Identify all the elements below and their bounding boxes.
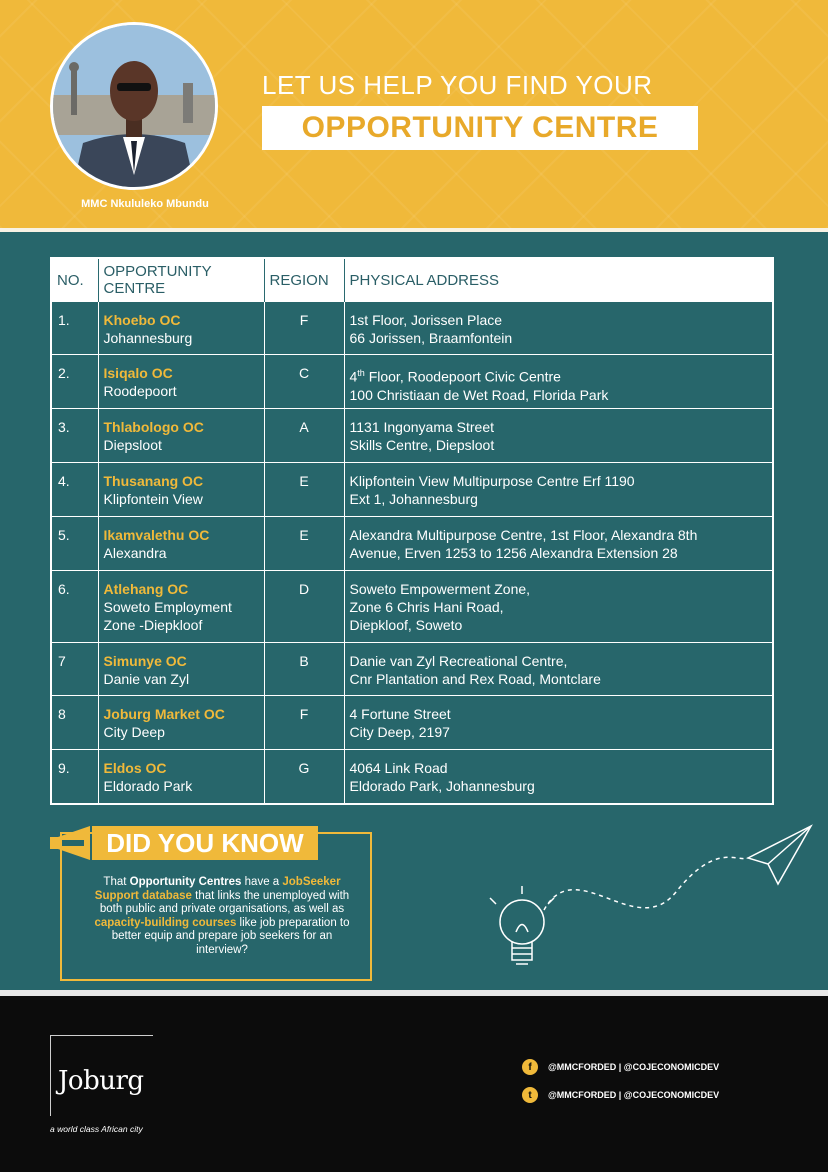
address-line: 1131 Ingonyama Street (349, 419, 495, 435)
facebook-icon: f (522, 1059, 538, 1075)
row-number: 3. (52, 409, 98, 463)
region-cell: E (264, 463, 344, 517)
region-cell: C (264, 355, 344, 409)
dyk-highlight-database: JobSeeker Support database (94, 876, 341, 902)
centre-location: Eldorado Park (103, 778, 193, 794)
dyk-bold-opportunity-centres: Opportunity Centres (129, 876, 242, 888)
centre-cell (98, 355, 264, 409)
address-line: Klipfontein View Multipurpose Centre Erf 1190 (349, 473, 635, 489)
region-cell: B (264, 643, 344, 696)
facebook-handle-row[interactable] (522, 1059, 719, 1075)
address-cell (344, 302, 772, 355)
lightbulb-paper-plane-icon (486, 822, 816, 982)
region-cell: G (264, 750, 344, 803)
address-line: Skills Centre, Diepsloot (349, 437, 495, 453)
mmc-name: MMC Nkululeko Mbundu (81, 198, 209, 210)
mmc-portrait (50, 22, 218, 190)
table-row (52, 463, 772, 517)
address-cell (344, 463, 772, 517)
centre-cell (98, 750, 264, 803)
facebook-handle: @MMCFORDED | @COJECONOMICDEV (548, 1062, 720, 1072)
row-number: 2. (52, 355, 98, 409)
row-number: 5. (52, 517, 98, 571)
address-cell (344, 355, 772, 409)
address-cell (344, 750, 772, 803)
table-body (52, 302, 772, 803)
region-cell: E (264, 517, 344, 571)
dyk-highlight-courses: capacity-building courses (94, 916, 237, 929)
address-line: 4th Floor, Roodepoort Civic Centre (349, 368, 561, 385)
joburg-logo: Joburg (58, 1066, 144, 1096)
row-number: 1. (52, 302, 98, 355)
address-line: City Deep, 2197 (349, 724, 450, 740)
address-line: Soweto Empowerment Zone, (349, 581, 531, 597)
did-you-know-text (90, 876, 354, 957)
centre-cell (98, 463, 264, 517)
region-cell: A (264, 409, 344, 463)
dyk-part2: have a (241, 876, 283, 888)
dyk-part1: That (103, 876, 130, 888)
address-line: 66 Jorissen, Braamfontein (349, 330, 513, 346)
address-cell (344, 517, 772, 571)
centre-name: Simunye OC (103, 653, 187, 669)
table-row (52, 696, 772, 750)
twitter-handle-row[interactable] (522, 1087, 719, 1103)
table-header-row (52, 259, 772, 302)
centre-location: Klipfontein View (103, 491, 203, 507)
centre-name: Eldos OC (103, 760, 167, 776)
twitter-icon: t (522, 1087, 538, 1103)
header-no: NO. (52, 259, 98, 302)
centre-location: Johannesburg (103, 330, 193, 346)
header-centre-line1: OPPORTUNITY (103, 263, 212, 280)
logo-tagline: a world class African city (50, 1124, 143, 1134)
table-row (52, 409, 772, 463)
table-row (52, 355, 772, 409)
centre-location: Danie van Zyl (103, 671, 190, 687)
did-you-know-title: DID YOU KNOW (92, 826, 318, 860)
centre-cell (98, 517, 264, 571)
centre-location: Diepsloot (103, 437, 162, 453)
centre-name: Ikamvalethu OC (103, 527, 210, 543)
region-cell: F (264, 696, 344, 750)
centre-name: Isiqalo OC (103, 365, 173, 381)
centre-cell (98, 643, 264, 696)
centre-name: Joburg Market OC (103, 706, 225, 722)
header-centre (98, 259, 264, 302)
address-line: 100 Christiaan de Wet Road, Florida Park (349, 386, 609, 403)
dyk-part3: that links the unemployed with both public and private organisations, as well as (99, 889, 350, 915)
address-line: Eldorado Park, Johannesburg (349, 778, 535, 794)
address-line: Diepkloof, Soweto (349, 617, 463, 633)
centre-name: Atlehang OC (103, 581, 189, 597)
address-cell (344, 571, 772, 643)
address-line: Danie van Zyl Recreational Centre, (349, 653, 568, 669)
tagline: LET US HELP YOU FIND YOUR (262, 70, 653, 100)
address-line: 4 Fortune Street (349, 706, 451, 722)
address-cell (344, 696, 772, 750)
centre-location: Soweto Employment (103, 599, 232, 615)
address-line: Zone 6 Chris Hani Road, (349, 599, 504, 615)
address-line: Alexandra Multipurpose Centre, 1st Floor, Alexandra 8th (349, 527, 698, 543)
dyk-part4: like job preparation to better equip and prepare job seekers for an interview? (111, 916, 350, 956)
row-number: 6. (52, 571, 98, 643)
centre-cell (98, 696, 264, 750)
centre-name: Khoebo OC (103, 312, 181, 328)
row-number: 9. (52, 750, 98, 803)
address-line: Cnr Plantation and Rex Road, Montclare (349, 671, 601, 687)
row-number: 7 (52, 643, 98, 696)
centre-location: Zone -Diepkloof (103, 617, 203, 633)
row-number: 8 (52, 696, 98, 750)
address-line: Avenue, Erven 1253 to 1256 Alexandra Extension 28 (349, 545, 678, 561)
header-centre-line2: CENTRE (103, 280, 166, 297)
centre-location: City Deep (103, 724, 165, 740)
address-line: Ext 1, Johannesburg (349, 491, 478, 507)
address-cell (344, 643, 772, 696)
row-number: 4. (52, 463, 98, 517)
table-row (52, 750, 772, 803)
header-region: REGION (264, 259, 344, 302)
twitter-handle: @MMCFORDED | @COJECONOMICDEV (548, 1090, 720, 1100)
address-line: 4064 Link Road (349, 760, 448, 776)
region-cell: D (264, 571, 344, 643)
page-title: OPPORTUNITY CENTRE (262, 106, 698, 150)
centre-cell (98, 571, 264, 643)
centre-name: Thlabologo OC (103, 419, 204, 435)
address-cell (344, 409, 772, 463)
table-row (52, 302, 772, 355)
header-divider (0, 228, 828, 232)
centre-name: Thusanang OC (103, 473, 204, 489)
region-cell: F (264, 302, 344, 355)
table-row (52, 517, 772, 571)
centre-cell (98, 302, 264, 355)
table-row (52, 571, 772, 643)
centre-cell (98, 409, 264, 463)
centre-location: Alexandra (103, 545, 167, 561)
megaphone-icon (50, 826, 94, 860)
header-address: PHYSICAL ADDRESS (344, 259, 772, 302)
centre-location: Roodepoort (103, 383, 177, 399)
address-line: 1st Floor, Jorissen Place (349, 312, 503, 328)
opportunity-centre-table (50, 257, 774, 805)
table-row (52, 643, 772, 696)
